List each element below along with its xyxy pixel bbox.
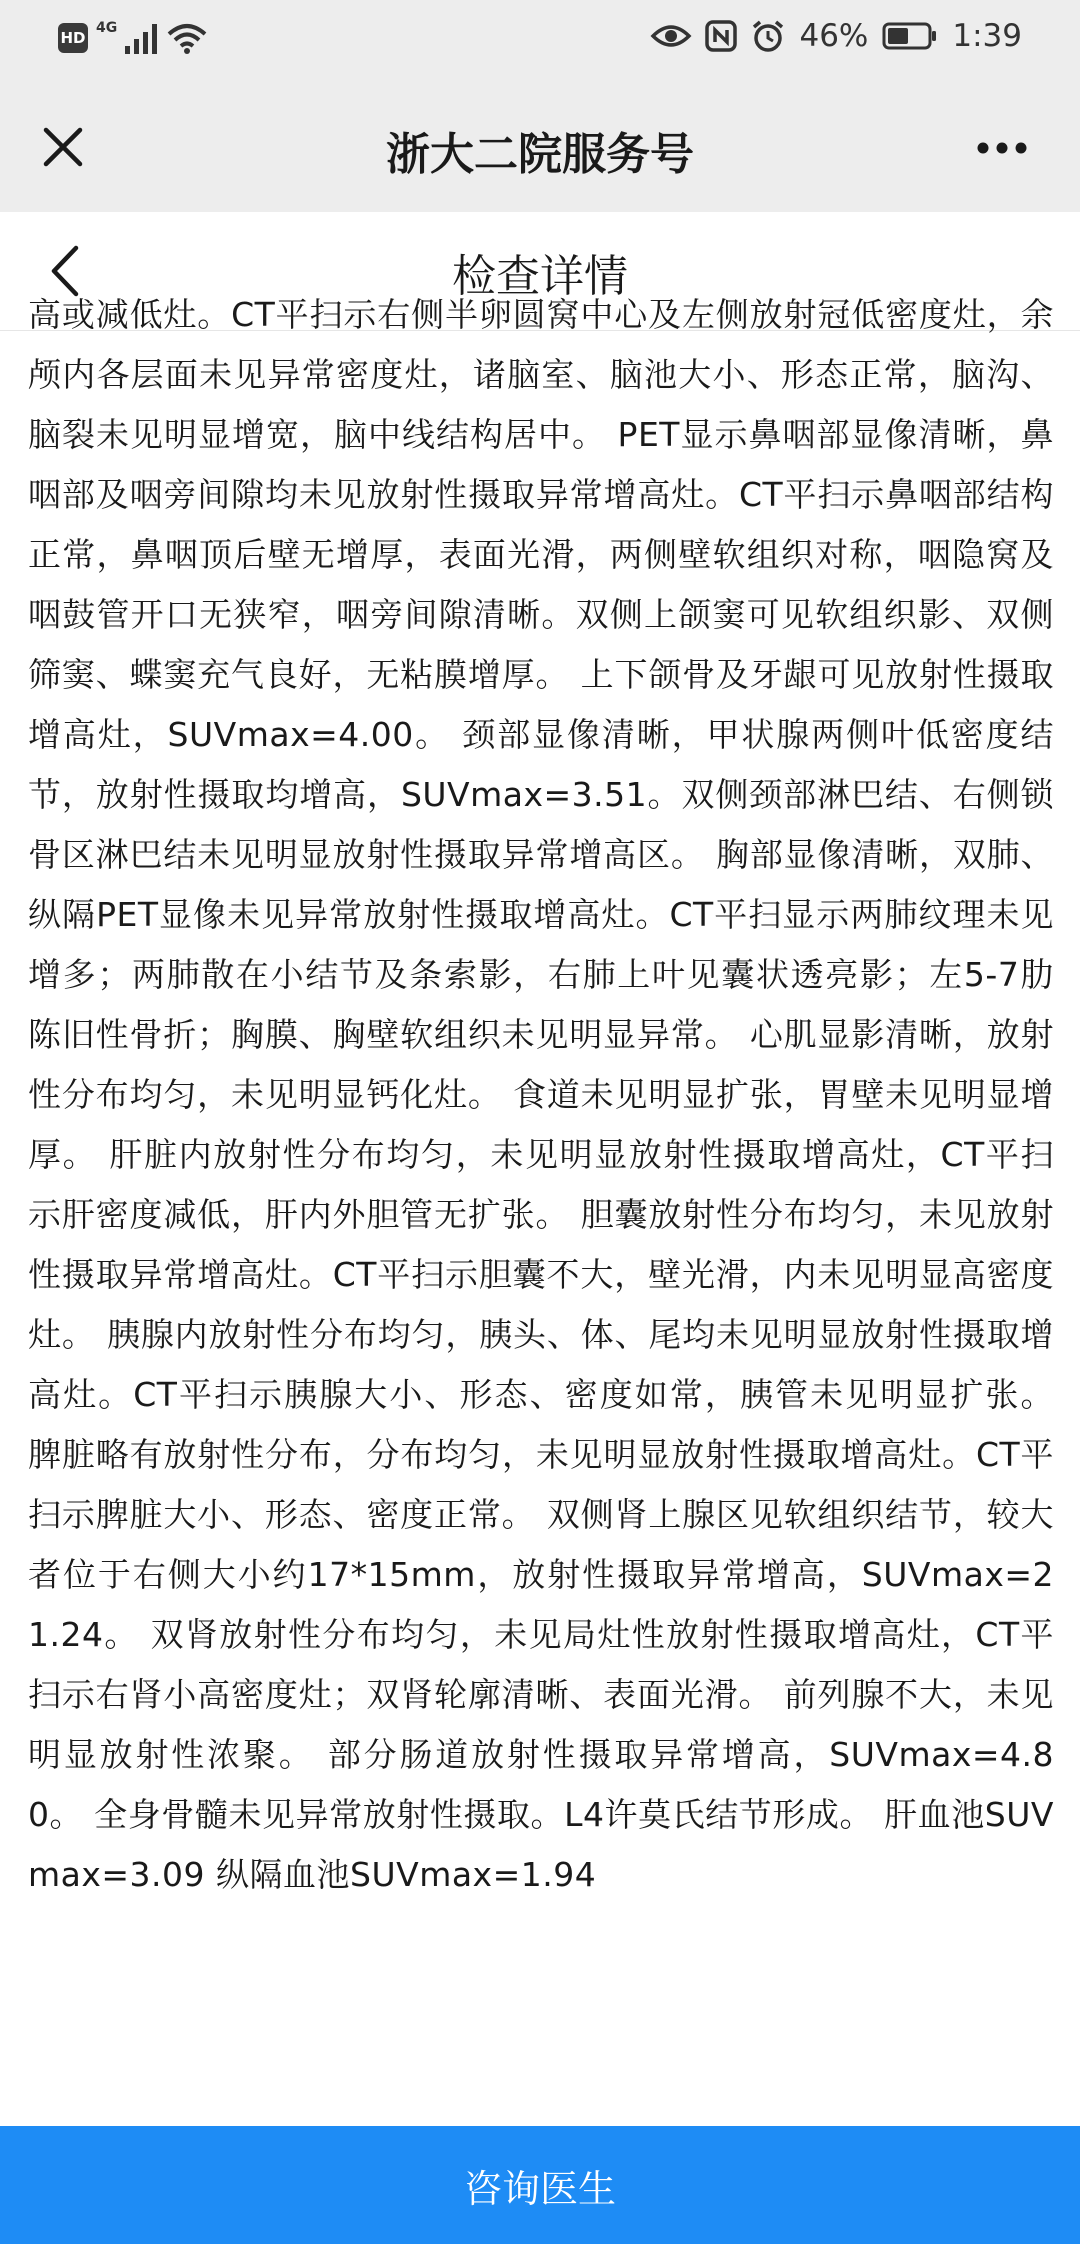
clock-time: 1:39 (952, 18, 1022, 54)
alarm-icon (751, 19, 785, 53)
battery-icon (882, 22, 938, 50)
status-bar (0, 0, 1080, 82)
page-title: 检查详情 (452, 251, 628, 302)
status-right (651, 18, 1022, 54)
service-bar (0, 82, 1080, 212)
report-content[interactable] (0, 295, 1080, 2126)
wifi-icon (167, 22, 207, 54)
nfc-icon (705, 20, 737, 52)
network-type: 4G (96, 20, 118, 36)
more-icon (976, 141, 1028, 155)
consult-doctor-button[interactable]: 咨询医生 (0, 2126, 1080, 2244)
battery-percent: 46% (799, 18, 869, 54)
report-text: 高或减低灶。CT平扫示右侧半卵圆窝中心及左侧放射冠低密度灶，余颅内各层面未见异常密度灶，诸脑室、脑池大小、形态正常，脑沟、脑裂未见明显增宽，脑中线结构居中。 PET显示鼻咽部显像清晰，鼻咽部及咽旁间隙均未见放射性摄取异常增高灶。CT平扫示鼻咽部结构正常，鼻咽顶后壁无增厚，表面光滑，两侧壁软组织对称，咽隐窝及咽鼓管开口无狭窄，咽旁间隙清晰。双侧上颌窦可见软组织影、双侧筛窦、蝶窦充气良好，无粘膜增厚。 上下颌骨及牙龈可见放射性摄取增高灶，SUVmax=4.00。 颈部显像清晰，甲状腺两侧叶低密度结节，放射性摄取均增高，SUVmax=3.51。双侧颈部淋巴结、右侧锁骨区淋巴结未见明显放射性摄取异常增高区。 胸部显像清晰，双肺、纵隔PET显像未见异常放射性摄取增高灶。CT平扫显示两肺纹理未见增多；两肺散在小结节及条索影，右肺上叶见囊状透亮影；左5-7肋陈旧性骨折；胸膜、胸壁软组织未见明显异常。 心肌显影清晰，放射性分布均匀，未见明显钙化灶。 食道未见明显扩张，胃壁未见明显增厚。 肝脏内放射性分布均匀，未见明显放射性摄取增高灶，CT平扫示肝密度减低，肝内外胆管无扩张。 胆囊放射性分布均匀，未见放射性摄取异常增高灶。CT平扫示胆囊不大，壁光滑，内未见明显高密度灶。 胰腺内放射性分布均匀，胰头、体、尾均未见明显放射性摄取增高灶。CT平扫示胰腺大小、形态、密度如常，胰管未见明显扩张。 脾脏略有放射性分布，分布均匀，未见明显放射性摄取增高灶。CT平扫示脾脏大小、形态、密度正常。 双侧肾上腺区见软组织结节，较大者位于右侧大小约17*15mm，放射性摄取异常增高，SUVmax=21.24。 双肾放射性分布均匀，未见局灶性放射性摄取增高灶，CT平扫示右肾小高密度灶；双肾轮廓清晰、表面光滑。 前列腺不大，未见明显放射性浓聚。 部分肠道放射性摄取异常增高，SUVmax=4.80。 全身骨髓未见异常放射性摄取。L4许莫氏结节形成。 肝血池SUVmax=3.09 纵隔血池SUVmax=1.94 (28, 295, 1054, 1894)
more-options-button[interactable] (962, 118, 1042, 178)
hd-badge: HD (58, 23, 88, 53)
signal-icon (125, 22, 159, 54)
service-title: 浙大二院服务号 (386, 129, 694, 180)
status-left (58, 22, 207, 54)
eye-icon (651, 22, 691, 50)
